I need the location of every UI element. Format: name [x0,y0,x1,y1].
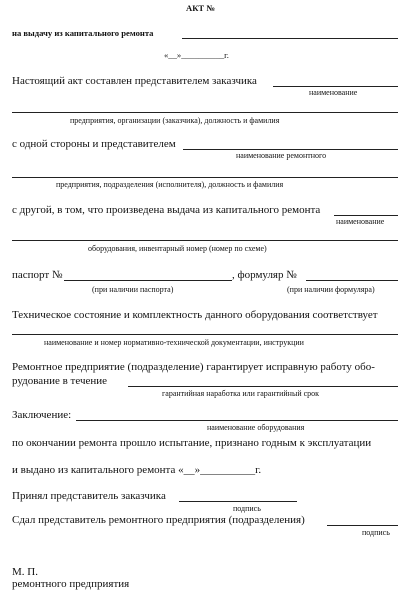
line-9: по окончании ремонта прошло испытание, признано годным к эксплуатации [12,437,372,449]
line-7-rule [128,386,398,387]
caption-7b: (при наличии формуляра) [287,285,375,294]
passport-rule [64,280,232,281]
line-12: Сдал представитель ремонтного предприятия (подразделения) [12,514,305,526]
line-12-rule [327,525,398,526]
rule-3 [12,177,398,178]
line-6: Ремонтное предприятие (подразделение) гарантирует исправную работу обо- [12,361,375,373]
caption-4: предприятия, подразделения (исполнителя), должность и фамилия [56,180,284,189]
caption-11: подпись [233,504,261,513]
caption-2: предприятия, организации (заказчика), должность и фамилия [70,116,280,125]
caption-5: наименование [336,217,385,226]
line-11: Принял представитель заказчика [12,490,166,502]
conclusion-label: Заключение: [12,409,72,421]
caption-9: гарантийная наработка или гарантийный срок [162,389,320,398]
line-2: с одной стороны и представителем [12,138,176,150]
caption-3: наименование ремонтного [236,151,327,160]
caption-8: наименование и номер нормативно-технической документации, инструкции [44,338,304,347]
line-1-rule [273,86,398,87]
line-7: рудование в течение [12,375,108,387]
subtitle-rule [182,38,398,39]
rule-4 [12,240,398,241]
line-3-rule [334,215,398,216]
line-1: Настоящий акт составлен представителем заказчика [12,75,257,87]
caption-7a: (при наличии паспорта) [92,285,174,294]
rule-5 [12,334,398,335]
line-3: с другой, в том, что произведена выдача из капитального ремонта [12,204,321,216]
line-10: и выдано из капитального ремонта «__»__________г. [12,464,262,476]
formular-rule [306,280,398,281]
stamp-label: М. П. [12,566,38,578]
doc-title: АКТ № [186,3,215,13]
stamp-sub: ремонтного предприятия [12,578,130,590]
doc-subtitle: на выдачу из капитального ремонта [12,28,154,38]
conclusion-rule [76,420,398,421]
formular-label: , формуляр № [232,269,297,281]
line-11-rule [179,501,297,502]
caption-12: подпись [362,528,390,537]
date-line: «__»__________г. [164,50,229,60]
caption-6: оборудования, инвентарный номер (номер по схеме) [88,244,267,253]
line-2-rule [183,149,398,150]
rule-2 [12,112,398,113]
caption-1: наименование [309,88,358,97]
line-5: Техническое состояние и комплектность данного оборудования соответствует [12,309,378,321]
passport-label: паспорт № [12,269,63,281]
caption-10: наименование оборудования [207,423,305,432]
